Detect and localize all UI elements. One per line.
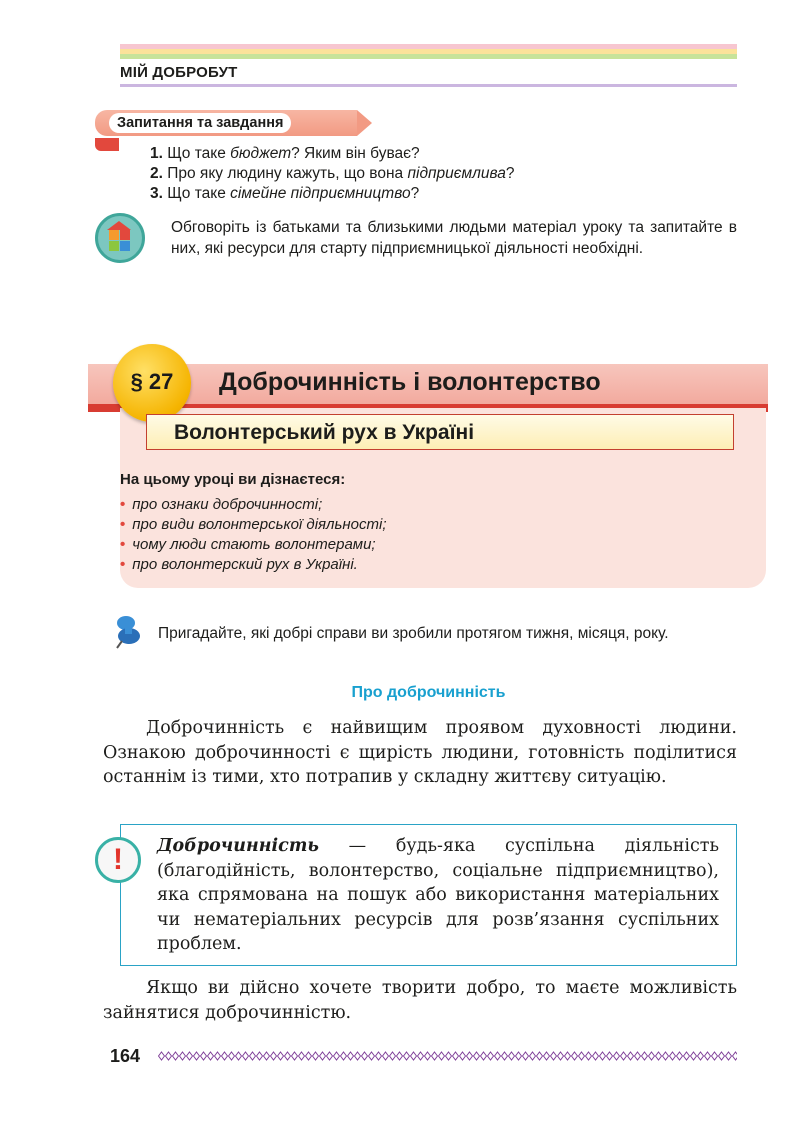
recall-task: Пригадайте, які добрі справи ви зробили протягом тижня, місяця, року. [158, 625, 669, 642]
page-number: 164 [110, 1046, 141, 1066]
bullet-icon: • [120, 516, 126, 533]
question-term: підприємлива [407, 165, 506, 182]
chapter-title: МІЙ ДОБРОБУТ [120, 64, 238, 81]
exclamation-icon: ! [95, 837, 141, 883]
header-stripe-3 [120, 54, 737, 59]
objectives-list [120, 495, 386, 575]
questions-list [150, 144, 514, 204]
footer-ornament [158, 1050, 737, 1062]
list-item [120, 495, 386, 515]
questions-tab-label: Запитання та завдання [109, 113, 291, 133]
question-term: сімейне підприємництво [230, 185, 411, 202]
question-text: Що таке [162, 185, 231, 202]
objectives-heading: На цьому уроці ви дізнаєтеся: [120, 471, 346, 488]
definition-term: Доброчинність [157, 836, 319, 856]
tab-accent [95, 138, 119, 151]
definition-text [157, 834, 719, 957]
objective-text: про ознаки доброчинності; [132, 496, 323, 513]
bullet-icon: • [120, 556, 126, 573]
question-item [150, 184, 514, 204]
question-text: ? Яким він буває? [291, 145, 420, 162]
question-text: Про яку людину кажуть, що вона [162, 165, 408, 182]
question-text: Що таке [162, 145, 231, 162]
lesson-title: Доброчинність і волонтерство [219, 368, 601, 396]
section-heading: Про доброчинність [351, 684, 506, 701]
objective-text: чому люди стають волонтерами; [132, 536, 376, 553]
question-item [150, 164, 514, 184]
objective-text: про види волонтерської діяльності; [132, 516, 387, 533]
body-paragraph: Якщо ви дійсно хочете творити добро, то маєте можливість зайнятися доброчинністю. [103, 978, 737, 1023]
bullet-icon: • [120, 536, 126, 553]
list-item [120, 555, 386, 575]
question-number: 1. [150, 145, 163, 162]
question-item [150, 144, 514, 164]
lesson-number-badge: § 27 [113, 344, 191, 422]
header-stripe-4 [120, 84, 737, 87]
pushpin-icon [114, 614, 144, 650]
questions-tab [95, 110, 380, 136]
definition-body: — будь-яка суспільна діяльність (благодійність, волонтерство, соціальне підприємництво), яка спрямована на пошук або використання матеріальних чи нематеріальних ресурсів для розв’язання суспільних проблем. [157, 836, 719, 954]
bullet-icon: • [120, 496, 126, 513]
question-text: ? [505, 165, 515, 182]
body-paragraph: Доброчинність є найвищим проявом духовності людини. Ознакою доброчинності є щирість людини, готовність поділитися останнім із тими, хто потрапив у складну життєву ситуацію. [103, 718, 737, 787]
tab-arrow [357, 110, 372, 136]
question-number: 3. [150, 185, 163, 202]
lesson-subtitle: Волонтерський рух в Україні [174, 421, 475, 444]
list-item [120, 515, 386, 535]
question-term: бюджет [230, 145, 292, 162]
discussion-task: Обговоріть із батьками та близькими людьми матеріал уроку та запитайте в них, які ресурси для старту підприємницької діяльності необхідні. [171, 219, 737, 257]
question-number: 2. [150, 165, 163, 182]
objective-text: про волонтерский рух в Україні. [132, 556, 358, 573]
family-discussion-icon [95, 213, 145, 263]
question-text: ? [410, 185, 420, 202]
list-item [120, 535, 386, 555]
